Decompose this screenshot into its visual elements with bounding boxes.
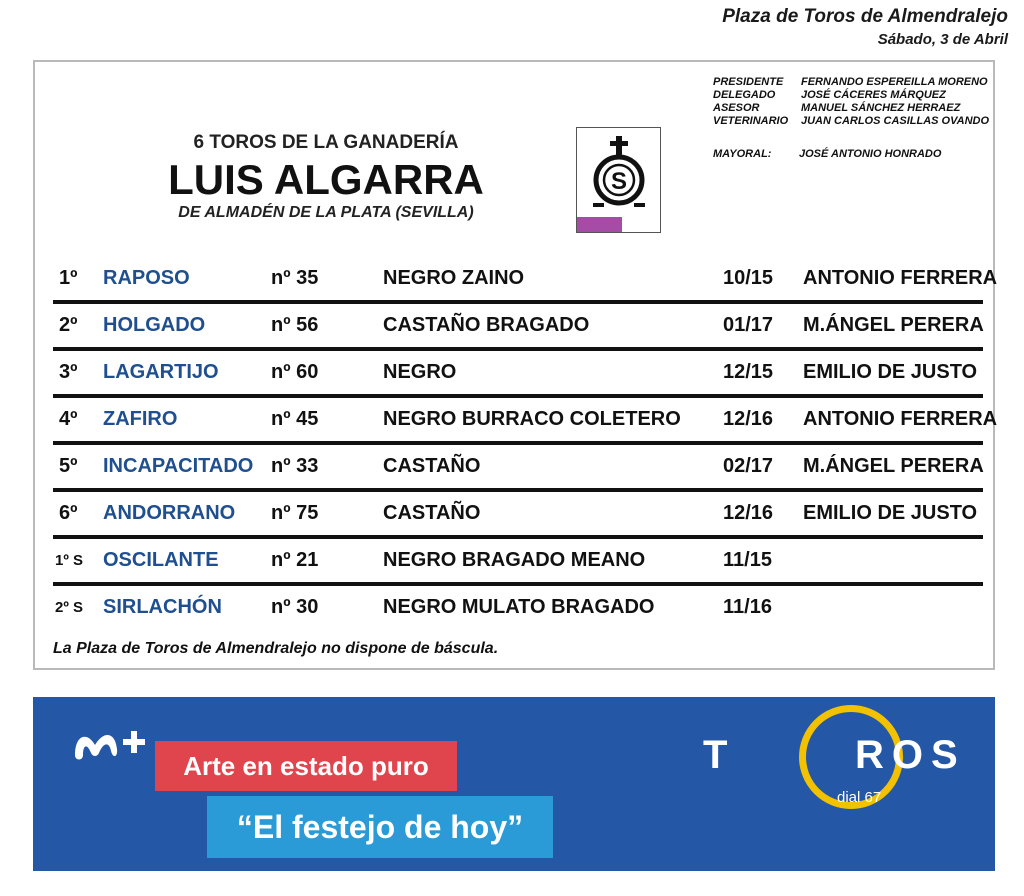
official-role: ASESOR <box>713 102 760 114</box>
bull-name: SIRLACHÓN <box>103 596 222 618</box>
bull-coat: NEGRO ZAINO <box>383 267 525 289</box>
bull-coat: NEGRO MULATO BRAGADO <box>383 596 655 618</box>
table-row <box>53 492 983 539</box>
bull-coat: CASTAÑO <box>383 502 481 524</box>
bull-number: nº 30 <box>271 596 319 618</box>
assigned-torero: EMILIO DE JUSTO <box>803 502 978 524</box>
footnote: La Plaza de Toros de Almendralejo no dispone de báscula. <box>53 640 499 657</box>
assigned-torero: EMILIO DE JUSTO <box>803 361 978 383</box>
bull-birth-date: 10/15 <box>723 267 774 289</box>
bull-order: 2º S <box>55 599 83 616</box>
bull-number: nº 45 <box>271 408 319 430</box>
bull-birth-date: 12/15 <box>723 361 774 383</box>
venue-title: Plaza de Toros de Almendralejo <box>722 6 1008 27</box>
table-row <box>53 257 998 304</box>
ganaderia-origin: DE ALMADÉN DE LA PLATA (SEVILLA) <box>178 204 474 221</box>
bull-name: INCAPACITADO <box>103 455 254 477</box>
svg-text:S: S <box>610 168 628 195</box>
official-name: FERNANDO ESPEREILLA MORENO <box>801 76 988 88</box>
table-row <box>53 539 983 586</box>
bull-order: 1º <box>59 267 78 289</box>
official-role: VETERINARIO <box>713 115 789 127</box>
mayoral-row <box>713 148 989 161</box>
bull-name: OSCILANTE <box>103 549 219 571</box>
bull-birth-date: 01/17 <box>723 314 774 336</box>
official-name: JOSÉ CÁCERES MÁRQUEZ <box>801 89 946 101</box>
ganaderia-name: LUIS ALGARRA <box>168 156 484 203</box>
brand-color-stripe <box>577 217 622 232</box>
bulls-table <box>53 257 998 633</box>
assigned-torero: ANTONIO FERRERA <box>803 267 998 289</box>
bull-number: nº 60 <box>271 361 319 383</box>
table-row <box>53 304 983 351</box>
bull-number: nº 21 <box>271 549 319 571</box>
bulls-card <box>33 60 998 670</box>
assigned-torero: ANTONIO FERRERA <box>803 408 998 430</box>
table-row <box>53 398 998 445</box>
bull-birth-date: 02/17 <box>723 455 774 477</box>
ganaderia-block <box>165 132 487 222</box>
mayoral-role: MAYORAL: <box>713 148 772 160</box>
bull-coat: CASTAÑO BRAGADO <box>383 314 590 336</box>
mayoral-name: JOSÉ ANTONIO HONRADO <box>799 148 942 160</box>
bull-coat: NEGRO BURRACO COLETERO <box>383 408 681 430</box>
official-row <box>713 89 989 102</box>
bull-birth-date: 11/16 <box>723 596 772 618</box>
movistar-plus-logo-icon <box>71 721 161 765</box>
official-row <box>713 102 989 115</box>
toros-letter-t: T <box>703 733 730 777</box>
ganaderia-brand <box>576 127 661 233</box>
bull-name: ZAFIRO <box>103 408 178 430</box>
bull-name: ANDORRANO <box>103 502 236 524</box>
promo-banner[interactable] <box>33 697 995 871</box>
official-row <box>713 76 989 89</box>
bull-order: 3º <box>59 361 78 383</box>
bull-birth-date: 11/15 <box>723 549 772 571</box>
bull-coat: NEGRO BRAGADO MEANO <box>383 549 646 571</box>
event-date: Sábado, 3 de Abril <box>877 31 1008 48</box>
toros-channel-logo <box>703 703 993 871</box>
table-row <box>53 586 983 633</box>
official-role: DELEGADO <box>713 89 776 101</box>
official-name: MANUEL SÁNCHEZ HERRAEZ <box>801 102 961 114</box>
officials-list <box>713 76 989 161</box>
bull-birth-date: 12/16 <box>723 502 774 524</box>
assigned-torero: M.ÁNGEL PERERA <box>803 455 984 477</box>
bull-order: 6º <box>59 502 78 524</box>
official-name: JUAN CARLOS CASILLAS OVANDO <box>801 115 990 127</box>
table-row <box>53 445 983 492</box>
bull-birth-date: 12/16 <box>723 408 774 430</box>
bull-number: nº 35 <box>271 267 319 289</box>
show-title-pill: “El festejo de hoy” <box>207 796 553 858</box>
official-row <box>713 115 989 128</box>
bull-coat: CASTAÑO <box>383 455 481 477</box>
bull-coat: NEGRO <box>383 361 457 383</box>
bull-order: 1º S <box>55 552 83 569</box>
bull-order: 4º <box>59 408 78 430</box>
bull-name: RAPOSO <box>103 267 190 289</box>
ganaderia-line: 6 TOROS DE LA GANADERÍA <box>193 132 459 153</box>
assigned-torero: M.ÁNGEL PERERA <box>803 314 984 336</box>
dial-number: dial 67 <box>837 789 882 806</box>
toros-letters-ros: ROS <box>855 733 966 777</box>
bull-order: 5º <box>59 455 78 477</box>
bull-number: nº 56 <box>271 314 319 336</box>
bull-order: 2º <box>59 314 78 336</box>
bull-number: nº 75 <box>271 502 319 524</box>
bull-name: HOLGADO <box>103 314 206 336</box>
table-row <box>53 351 983 398</box>
official-role: PRESIDENTE <box>713 76 784 88</box>
tagline-pill: Arte en estado puro <box>155 741 457 791</box>
bull-name: LAGARTIJO <box>103 361 219 383</box>
bull-number: nº 33 <box>271 455 319 477</box>
